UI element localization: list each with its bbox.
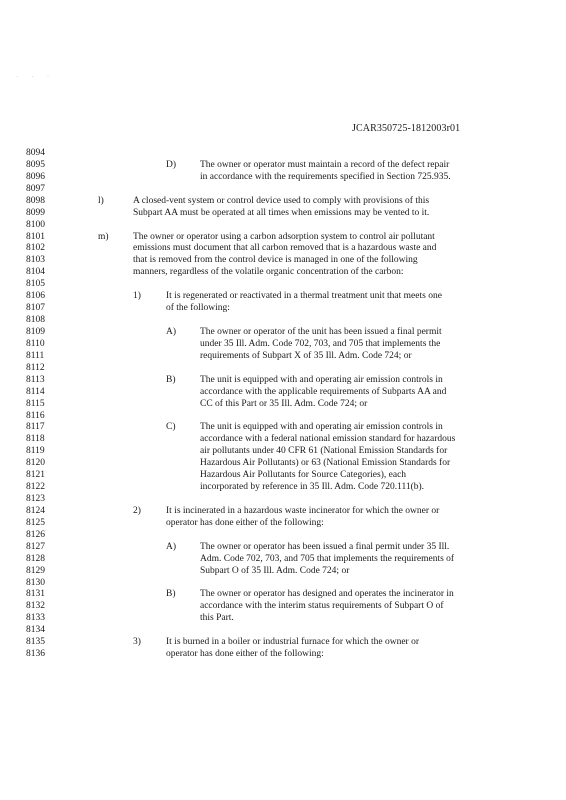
line-text: under 35 Ill. Adm. Code 702, 703, and 705 that implements the [200,338,441,349]
item-marker: 2) [133,505,141,516]
document-line [0,159,566,171]
line-text: The unit is equipped with and operating air emission controls in [200,374,443,385]
line-text: accordance with the applicable requirements of Subparts AA and [200,386,447,397]
line-text: operator has done either of the following: [166,649,324,660]
document-line [0,612,566,624]
item-marker: 1) [133,291,141,302]
line-text: Subpart AA must be operated at all times when emissions may be vented to it. [133,207,430,218]
line-text: It is incinerated in a hazardous waste incinerator for which the owner or [166,505,440,516]
line-text: A closed-vent system or control device used to comply with provisions of this [133,195,430,206]
document-line [0,505,566,517]
document-line [0,410,566,422]
document-id: JCAR350725-1812003r01 [352,123,461,134]
document-line [0,231,566,243]
line-text: The owner or operator has been issued a final permit under 35 Ill. [200,541,450,552]
line-text: accordance with the interim status requirements of Subpart O of [200,601,444,612]
line-number: 8130 [26,577,45,588]
line-number: 8110 [26,338,45,349]
line-text: air pollutants under 40 CFR 61 (National Emission Standards for [200,446,448,457]
item-marker: l) [98,195,104,206]
document-line [0,147,566,159]
line-number: 8136 [26,649,45,660]
document-line [0,588,566,600]
line-number: 8096 [26,171,45,182]
line-number: 8099 [26,207,45,218]
document-line [0,254,566,266]
document-line [0,219,566,231]
line-number: 8117 [26,422,45,433]
item-marker: D) [166,159,177,170]
line-number: 8105 [26,279,45,290]
document-line [0,207,566,219]
document-line [0,386,566,398]
line-text: manners, regardless of the volatile organic concentration of the carbon: [133,267,404,278]
document-line [0,648,566,660]
line-text: requirements of Subpart X of 35 Ill. Adm. Code 724; or [200,350,412,361]
line-number: 8125 [26,517,45,528]
line-text: The owner or operator of the unit has been issued a final permit [200,326,442,337]
line-number: 8121 [26,470,45,481]
line-text: It is burned in a boiler or industrial furnace for which the owner or [166,637,419,648]
line-number: 8107 [26,303,45,314]
line-number: 8131 [26,589,45,600]
line-text: accordance with a federal national emission standard for hazardous [200,434,456,445]
document-line [0,183,566,195]
line-text: Adm. Code 702, 703, and 705 that implements the requirements of [200,553,455,564]
line-number: 8104 [26,267,45,278]
line-text: of the following: [166,303,230,314]
line-number: 8097 [26,183,45,194]
line-text: operator has done either of the following: [166,517,324,528]
line-text: emissions must document that all carbon removed that is a hazardous waste and [133,243,437,254]
line-number: 8133 [26,613,45,624]
line-text: The owner or operator has designed and operates the incinerator in [200,589,454,600]
line-text: Hazardous Air Pollutants) or 63 (National Emission Standards for [200,458,451,469]
line-number: 8122 [26,482,45,492]
line-number: 8123 [26,494,45,504]
line-text: The owner or operator using a carbon adsorption system to control air pollutant [133,231,435,242]
line-number: 8134 [26,625,45,636]
line-number: 8118 [26,434,45,445]
line-number: 8109 [26,326,45,337]
document-line [0,338,566,350]
item-marker: B) [166,374,176,385]
document-line [0,553,566,565]
document-line [0,445,566,457]
line-number: 8116 [26,410,45,421]
document-line [0,541,566,553]
line-number: 8101 [26,231,45,242]
document-line [0,636,566,648]
line-number: 8112 [26,362,45,373]
item-marker: 3) [133,637,141,648]
document-line [0,290,566,302]
document-line [0,457,566,469]
line-number: 8124 [26,505,45,516]
line-text: that is removed from the control device is managed in one of the following [133,255,418,266]
line-text: The owner or operator must maintain a record of the defect repair [200,159,450,170]
line-number: 8102 [26,243,45,254]
document-line [0,171,566,183]
item-marker: B) [166,589,176,600]
line-number: 8100 [26,219,45,230]
line-number: 8128 [26,553,45,564]
document-line [0,242,566,254]
document-line [0,398,566,410]
line-text: this Part. [200,613,234,624]
line-number: 8094 [26,148,45,158]
document-line [0,326,566,338]
line-number: 8129 [26,565,45,576]
document-line [0,624,566,636]
line-number: 8119 [26,446,45,457]
line-number: 8098 [26,195,45,206]
item-marker: m) [98,231,109,242]
line-number: 8114 [26,386,45,397]
document-line [0,362,566,374]
document-line [0,302,566,314]
line-number: 8095 [26,159,45,170]
item-marker: A) [166,541,177,552]
line-number: 8108 [26,315,45,325]
document-line [0,314,566,326]
item-marker: C) [166,422,176,433]
line-number: 8126 [26,529,45,540]
item-marker: A) [166,326,177,337]
line-number: 8120 [26,458,45,469]
document-line [0,266,566,278]
document-line [0,421,566,433]
document-line [0,374,566,386]
document-line [0,195,566,207]
document-line [0,493,566,505]
line-text: in accordance with the requirements specified in Section 725.935. [200,171,451,182]
document-line [0,517,566,529]
line-number: 8103 [26,255,45,266]
document-line [0,600,566,612]
line-number: 8106 [26,291,45,302]
line-text: It is regenerated or reactivated in a thermal treatment unit that meets one [166,291,442,302]
document-line [0,529,566,541]
line-number: 8127 [26,541,45,552]
line-text: The unit is equipped with and operating air emission controls in [200,422,443,433]
document-line [0,278,566,290]
line-number: 8132 [26,601,45,612]
line-number: 8113 [26,374,45,385]
line-number: 8111 [26,350,45,361]
document-line [0,469,566,481]
document-line [0,350,566,362]
document-line [0,433,566,445]
document-line [0,481,566,493]
line-number: 8115 [26,398,45,409]
line-number: 8135 [26,637,45,648]
line-text: Subpart O of 35 Ill. Adm. Code 724; or [200,565,350,576]
line-text: incorporated by reference in 35 Ill. Adm. Code 720.111(b). [200,482,425,492]
scan-specks: ˙ ˙ ˙ [16,76,55,82]
line-text: Hazardous Air Pollutants for Source Categories), each [200,470,407,481]
document-line [0,565,566,577]
document-line [0,577,566,589]
line-text: CC of this Part or 35 Ill. Adm. Code 724; or [200,398,368,409]
